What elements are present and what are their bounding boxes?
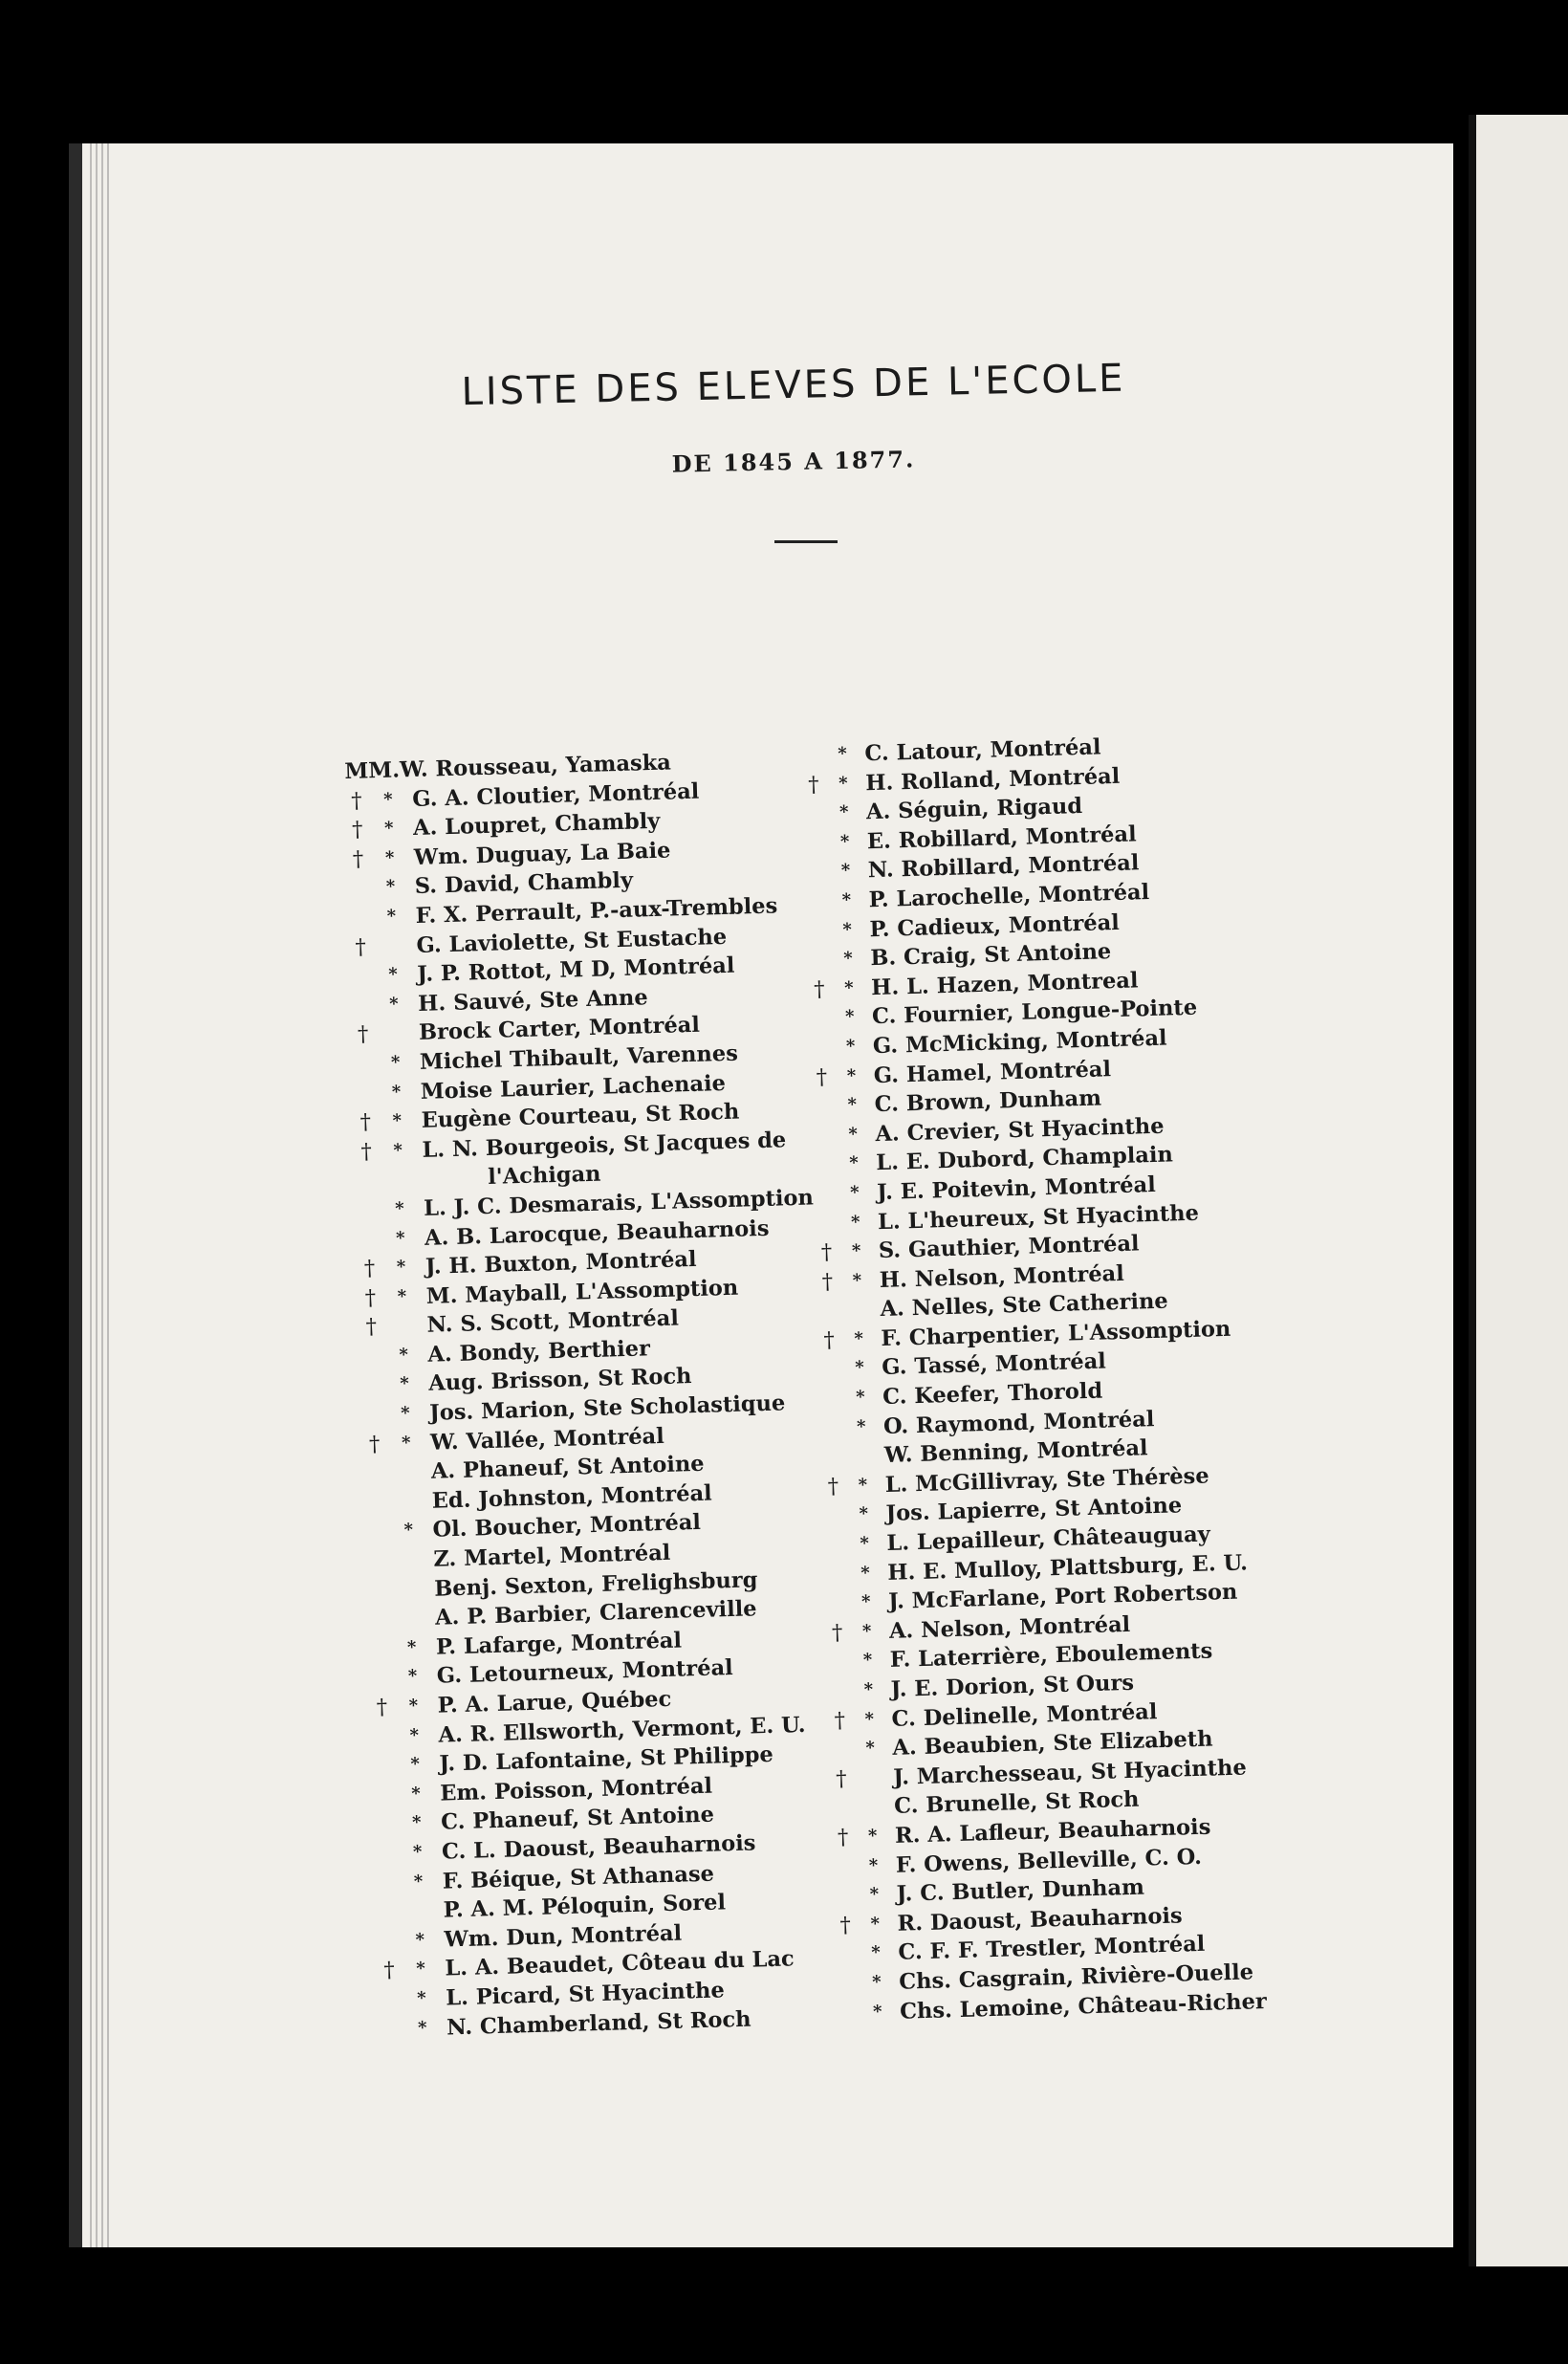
asterisk-mark: *: [415, 1929, 425, 1951]
student-name-and-town: Eugène Courteau, St Roch: [421, 1099, 740, 1134]
student-name-and-town: C. F. F. Trestler, Montréal: [898, 1932, 1206, 1966]
student-name-and-town: C. Brunelle, St Roch: [893, 1787, 1140, 1820]
student-name-and-town: B. Craig, St Antoine: [870, 939, 1112, 972]
student-name-and-town: L. L'heureux, St Hyacinthe: [877, 1200, 1200, 1235]
student-name-and-town: L. Picard, St Hyacinthe: [445, 1978, 726, 2011]
asterisk-mark: *: [411, 1812, 422, 1833]
student-name-and-town: A. Nelles, Ste Catherine: [880, 1288, 1169, 1323]
dagger-mark: †: [376, 1695, 388, 1720]
student-name-and-town: F. Charpentier, L'Assomption: [881, 1316, 1231, 1351]
asterisk-mark: *: [388, 964, 399, 985]
student-name-and-town: Chs. Lemoine, Château-Richer: [899, 1988, 1268, 2025]
asterisk-mark: *: [868, 1854, 879, 1876]
asterisk-mark: *: [840, 861, 851, 882]
student-name-and-town: Ed. Johnston, Montréal: [431, 1480, 712, 1514]
page-subtitle: DE 1845 A 1877.: [671, 445, 916, 478]
dagger-mark: †: [365, 1314, 378, 1340]
student-name-and-town: J. H. Buxton, Montréal: [425, 1247, 697, 1280]
student-name-and-town: G. A. Cloutier, Montréal: [411, 778, 700, 812]
student-name-and-town: N. S. Scott, Montréal: [426, 1305, 680, 1339]
dagger-mark: †: [368, 1431, 381, 1457]
student-name-and-town: J. P. Rottot, M D, Montréal: [417, 952, 735, 988]
asterisk-mark: *: [859, 1503, 869, 1525]
student-name-and-town: J. McFarlane, Port Robertson: [887, 1579, 1238, 1615]
asterisk-mark: *: [862, 1650, 873, 1672]
student-name-and-town: Z. Martel, Montréal: [433, 1540, 671, 1572]
asterisk-mark: *: [385, 876, 396, 898]
asterisk-mark: *: [393, 1140, 403, 1161]
asterisk-mark: *: [392, 1110, 403, 1131]
asterisk-mark: *: [860, 1563, 871, 1584]
student-name-and-town: H. E. Mulloy, Plattsburg, E. U.: [886, 1550, 1249, 1586]
student-name-and-town: Moise Laurier, Lachenaie: [420, 1070, 727, 1105]
student-name-and-town: S. David, Chambly: [414, 867, 634, 900]
asterisk-mark: *: [403, 1520, 414, 1542]
asterisk-mark: *: [391, 1082, 402, 1103]
asterisk-mark: *: [395, 1227, 405, 1249]
dagger-mark: †: [357, 1021, 369, 1048]
asterisk-mark: *: [383, 818, 394, 840]
student-name-and-town: R. A. Lafleur, Beauharnois: [894, 1814, 1211, 1849]
asterisk-mark: *: [400, 1403, 410, 1424]
student-name-and-town: Chs. Casgrain, Rivière-Ouelle: [898, 1959, 1254, 1995]
student-name-and-town: J. E. Dorion, St Ours: [890, 1670, 1135, 1702]
dagger-mark: †: [383, 1958, 396, 1983]
student-name-and-town: P. Lafarge, Montréal: [435, 1628, 683, 1660]
asterisk-mark: *: [410, 1783, 421, 1805]
dagger-mark: †: [831, 1620, 843, 1646]
asterisk-mark: *: [416, 1959, 426, 1980]
asterisk-mark: *: [861, 1621, 872, 1642]
student-name-and-town: A. P. Barbier, Clarenceville: [434, 1596, 757, 1631]
asterisk-mark: *: [851, 1240, 861, 1261]
student-name-and-town: J. E. Poitevin, Montréal: [876, 1171, 1157, 1205]
asterisk-mark: *: [855, 1358, 865, 1379]
asterisk-mark: *: [858, 1475, 868, 1496]
asterisk-mark: *: [844, 1007, 855, 1028]
dagger-mark: †: [839, 1912, 852, 1938]
student-name-and-town: P. Cadieux, Montréal: [869, 909, 1121, 942]
asterisk-mark: *: [872, 2001, 882, 2023]
student-name-and-town: J. Marchesseau, St Hyacinthe: [892, 1755, 1248, 1790]
asterisk-mark: *: [843, 948, 854, 970]
dagger-mark: †: [352, 846, 364, 872]
student-name-and-town: A. B. Larocque, Beauharnois: [424, 1215, 770, 1251]
dagger-mark: †: [827, 1474, 839, 1499]
student-name-and-town: Wm. Duguay, La Baie: [413, 838, 671, 870]
student-name-and-town: Brock Carter, Montréal: [418, 1013, 701, 1046]
student-name-and-town: G. Laviolette, St Eustache: [416, 924, 728, 958]
asterisk-mark: *: [870, 1914, 881, 1935]
asterisk-mark: *: [850, 1212, 860, 1233]
student-name-and-town: H. Rolland, Montréal: [864, 763, 1121, 796]
asterisk-mark: *: [869, 1884, 880, 1905]
asterisk-mark: *: [855, 1387, 865, 1408]
asterisk-mark: *: [382, 789, 393, 810]
student-name-and-town: A. Phaneuf, St Antoine: [430, 1452, 705, 1484]
student-name-and-town: G. McMicking, Montréal: [872, 1025, 1167, 1060]
student-name-and-town: M. Mayball, L'Assomption: [425, 1275, 739, 1309]
asterisk-mark: *: [413, 1871, 424, 1892]
asterisk-mark: *: [394, 1198, 404, 1219]
dagger-mark: †: [837, 1825, 849, 1850]
student-name-and-town: C. Fournier, Longue-Pointe: [871, 996, 1198, 1030]
student-name-and-town: C. Phaneuf, St Antoine: [440, 1803, 715, 1835]
asterisk-mark: *: [388, 994, 399, 1015]
asterisk-mark: *: [406, 1637, 417, 1658]
dagger-mark: †: [813, 976, 825, 1002]
student-name-and-town: R. Daoust, Beauharnois: [897, 1903, 1184, 1937]
dagger-mark: †: [835, 1765, 847, 1792]
dagger-mark: †: [823, 1327, 836, 1353]
student-name-and-town: Jos. Marion, Ste Scholastique: [428, 1390, 786, 1426]
asterisk-mark: *: [386, 906, 397, 927]
student-name-and-town: L. J. C. Desmarais, L'Assomption: [423, 1185, 815, 1221]
asterisk-mark: *: [867, 1826, 878, 1847]
asterisk-mark: *: [864, 1708, 875, 1730]
asterisk-mark: *: [865, 1738, 876, 1759]
student-name-and-town: J. D. Lafontaine, St Philippe: [439, 1742, 774, 1777]
student-name-and-town: L. A. Beaudet, Côteau du Lac: [445, 1946, 795, 1981]
asterisk-mark: *: [384, 847, 395, 868]
student-name-and-town: A. R. Ellsworth, Vermont, E. U.: [438, 1712, 806, 1748]
asterisk-mark: *: [841, 889, 852, 910]
dagger-mark: †: [363, 1256, 376, 1281]
student-name-and-town: A. Loupret, Chambly: [412, 808, 661, 842]
student-name-and-town: L. N. Bourgeois, St Jacques de: [422, 1127, 787, 1163]
student-name-and-town: C. Keefer, Thorold: [882, 1378, 1103, 1411]
student-name-and-town: A. Nelson, Montréal: [888, 1611, 1131, 1644]
student-name-and-town: Benj. Sexton, Frelighsburg: [433, 1566, 758, 1602]
asterisk-mark: *: [842, 919, 853, 940]
student-name-and-town: P. A. Larue, Québec: [437, 1686, 672, 1718]
dagger-mark: †: [364, 1284, 377, 1311]
student-name-and-town: A. Bondy, Berthier: [427, 1336, 651, 1368]
student-name-and-town: Wm. Dun, Montréal: [444, 1920, 683, 1953]
asterisk-mark: *: [407, 1666, 418, 1687]
student-name-and-town: C. L. Daoust, Beauharnois: [441, 1830, 756, 1865]
asterisk-mark: *: [871, 1942, 882, 1963]
page-title: LISTE DES ELEVES DE L'ECOLE: [461, 356, 1126, 415]
asterisk-mark: *: [416, 1988, 426, 2009]
student-name-and-town: A. Séguin, Rigaud: [865, 794, 1083, 825]
student-name-and-town: J. C. Butler, Dunham: [896, 1874, 1145, 1907]
asterisk-mark: *: [409, 1724, 420, 1746]
student-name-and-town: P. A. M. Péloquin, Sorel: [443, 1890, 727, 1923]
student-name-and-town: C. Latour, Montréal: [864, 734, 1101, 767]
student-name-and-town: C. Delinelle, Montréal: [891, 1698, 1158, 1732]
asterisk-mark: *: [838, 773, 848, 794]
asterisk-mark: *: [846, 1065, 857, 1086]
student-name-and-town: MM.W. Rousseau, Yamaska: [344, 750, 672, 784]
student-name-and-town: P. Larochelle, Montréal: [868, 879, 1150, 913]
asterisk-mark: *: [401, 1433, 411, 1454]
student-name-and-town: F. Laterrière, Eboulements: [889, 1638, 1213, 1674]
dagger-mark: †: [834, 1707, 846, 1734]
asterisk-mark: *: [838, 801, 849, 823]
student-name-and-town: G. Tassé, Montréal: [881, 1348, 1107, 1381]
asterisk-mark: *: [390, 1052, 401, 1073]
asterisk-mark: *: [843, 977, 854, 998]
asterisk-mark: *: [852, 1270, 862, 1291]
student-name-and-town: Ol. Boucher, Montréal: [432, 1510, 702, 1543]
asterisk-mark: *: [412, 1842, 423, 1863]
student-name-and-town: G. Hamel, Montréal: [873, 1056, 1112, 1088]
student-name-and-town: E. Robillard, Montréal: [866, 821, 1137, 855]
asterisk-mark: *: [417, 2017, 427, 2038]
asterisk-mark: *: [863, 1679, 874, 1700]
student-name-and-town: A. Crevier, St Hyacinthe: [875, 1113, 1165, 1147]
asterisk-mark: *: [856, 1416, 866, 1437]
student-name-and-town: G. Letourneux, Montréal: [436, 1655, 734, 1690]
student-name-and-town: l'Achigan: [487, 1161, 601, 1191]
student-name-and-town: W. Benning, Montréal: [883, 1435, 1148, 1469]
facing-page-edge: [1469, 115, 1568, 2266]
dagger-mark: †: [816, 1064, 828, 1090]
asterisk-mark: *: [396, 1257, 406, 1278]
asterisk-mark: *: [410, 1754, 421, 1775]
student-name-and-town: H. L. Hazen, Montreal: [870, 968, 1139, 1000]
dagger-mark: †: [350, 788, 362, 814]
student-name-and-town: H. Nelson, Montréal: [879, 1260, 1125, 1293]
student-name-and-town: Michel Thibault, Varennes: [419, 1040, 739, 1075]
student-name-and-town: Jos. Lapierre, St Antoine: [885, 1493, 1183, 1527]
asterisk-mark: *: [849, 1182, 860, 1203]
student-name-and-town: F. X. Perrault, P.-aux-Trembles: [415, 893, 778, 929]
asterisk-mark: *: [400, 1373, 410, 1395]
asterisk-mark: *: [399, 1345, 409, 1366]
asterisk-mark: *: [854, 1328, 864, 1349]
dagger-mark: †: [359, 1109, 372, 1135]
dagger-mark: †: [821, 1269, 834, 1295]
dagger-mark: †: [351, 817, 363, 843]
student-name-and-town: Em. Poisson, Montréal: [439, 1773, 713, 1806]
asterisk-mark: *: [847, 1094, 858, 1116]
student-name-and-town: F. Owens, Belleville, C. O.: [895, 1844, 1203, 1878]
student-name-and-town: F. Béique, St Athanase: [442, 1861, 715, 1894]
asterisk-mark: *: [848, 1124, 859, 1145]
asterisk-mark: *: [397, 1286, 407, 1307]
student-name-and-town: L. E. Dubord, Champlain: [875, 1142, 1174, 1176]
asterisk-mark: *: [838, 743, 848, 765]
student-name-and-town: W. Vallée, Montréal: [429, 1423, 665, 1456]
student-name-and-town: S. Gauthier, Montréal: [878, 1231, 1140, 1264]
asterisk-mark: *: [839, 831, 850, 852]
dagger-mark: †: [355, 934, 367, 960]
asterisk-mark: *: [860, 1591, 871, 1612]
student-name-and-town: L. McGillivray, Ste Thérèse: [884, 1463, 1209, 1498]
dagger-mark: †: [807, 772, 819, 798]
dagger-mark: †: [360, 1139, 373, 1165]
student-name-and-town: L. Lepailleur, Châteauguay: [886, 1521, 1211, 1556]
student-name-and-town: O. Raymond, Montréal: [882, 1406, 1155, 1439]
dagger-mark: †: [820, 1239, 833, 1265]
asterisk-mark: *: [845, 1036, 856, 1057]
asterisk-mark: *: [408, 1696, 419, 1717]
asterisk-mark: *: [871, 1972, 882, 1993]
student-name-and-town: N. Chamberland, St Roch: [446, 2006, 751, 2041]
student-list-right-column: [805, 726, 1376, 2027]
asterisk-mark: *: [849, 1152, 860, 1174]
asterisk-mark: *: [860, 1533, 870, 1554]
student-name-and-town: C. Brown, Dunham: [874, 1085, 1102, 1118]
title-divider: [774, 540, 838, 543]
student-name-and-town: A. Beaubien, Ste Elizabeth: [892, 1726, 1213, 1762]
student-name-and-town: Aug. Brisson, St Roch: [427, 1364, 692, 1397]
student-name-and-town: N. Robillard, Montréal: [867, 850, 1140, 884]
student-name-and-town: H. Sauvé, Ste Anne: [417, 984, 648, 1017]
